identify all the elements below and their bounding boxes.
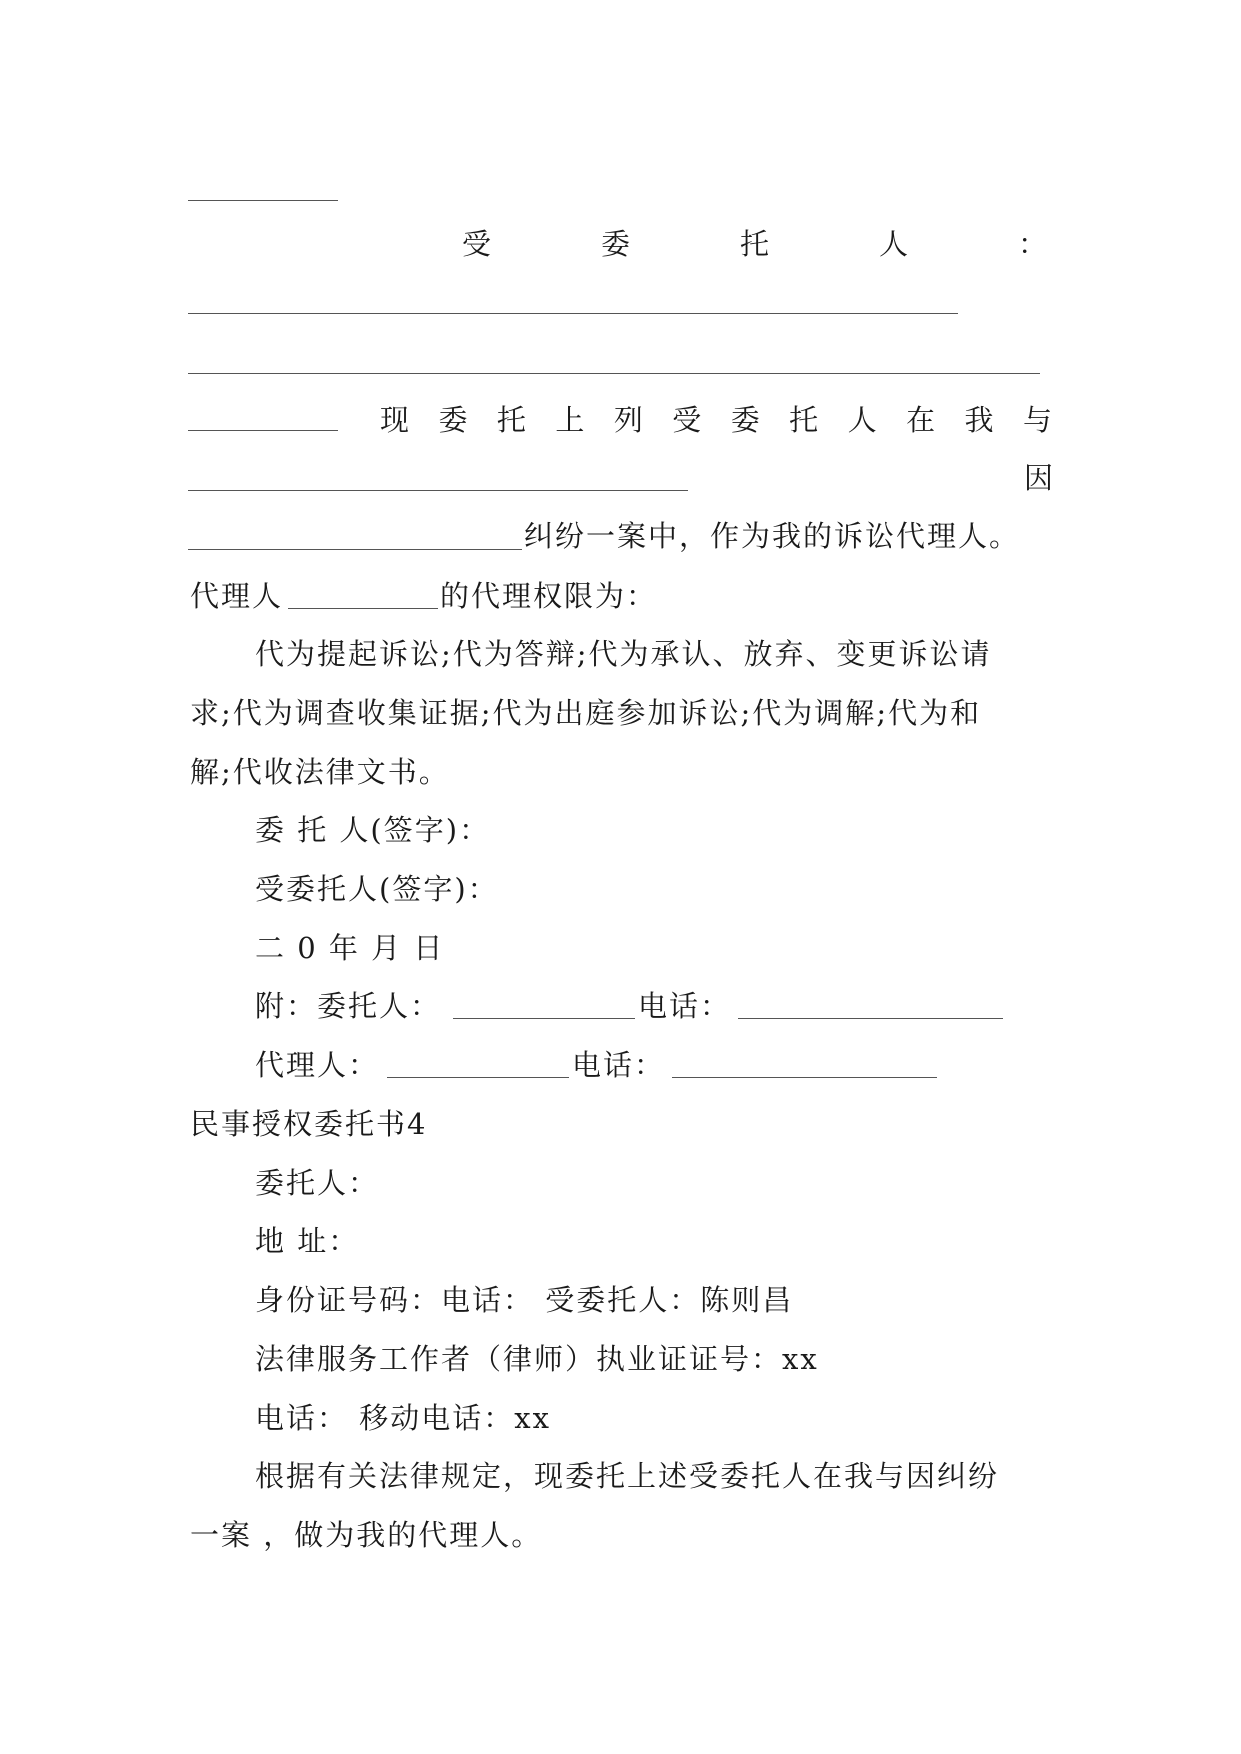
entrust-char: 我 [964,403,994,437]
powers-line: 代为提起诉讼;代为答辩;代为承认、放弃、变更诉讼请 [255,637,992,671]
entrust-char: 委 [730,403,760,437]
id-line: 身份证号码：电话： 受委托人：陈则昌 [255,1283,794,1317]
appendix-phone-label: 电话： [638,989,732,1023]
blank-rule [453,1018,635,1019]
date-line: 二 0 年 月 日 [255,931,445,965]
entrust-char: 列 [613,403,643,437]
trustee-heading [462,226,1047,262]
address-label: 地 址： [255,1224,360,1258]
trustee-heading-char: ： [1017,227,1047,261]
basis-line: 根据有关法律规定，现委托上述受委托人在我与因纠纷 [255,1459,1000,1493]
blank-rule [188,200,338,201]
appendix-principal-label: 附：委托人： [255,989,442,1023]
entrust-char: 托 [496,403,526,437]
section-title: 民事授权委托书4 [190,1107,428,1141]
principal-label: 委托人： [255,1166,380,1200]
sign-principal: 委 托 人(签字)： [255,813,491,847]
trustee-heading-char: 人 [878,227,908,261]
blank-rule [387,1077,569,1078]
because-char: 因 [1024,461,1056,495]
trustee-heading-char: 委 [600,227,630,261]
blank-rule [288,608,438,609]
entrust-char: 上 [555,403,585,437]
powers-line: 解;代收法律文书。 [190,755,450,789]
appendix-phone-label: 电话： [572,1048,666,1082]
dispute-text: 纠纷一案中，作为我的诉讼代理人。 [524,519,1021,553]
entrust-char: 在 [906,403,936,437]
blank-rule [188,430,338,431]
trustee-heading-char: 托 [739,227,769,261]
appendix-agent-label: 代理人： [255,1048,380,1082]
agent-prefix: 代理人 [190,579,284,613]
basis-line: 一案 ，做为我的代理人。 [190,1518,543,1552]
powers-line: 求;代为调查收集证据;代为出庭参加诉讼;代为调解;代为和 [190,696,982,730]
entrust-char: 托 [789,403,819,437]
blank-rule [672,1077,937,1078]
entrust-char: 人 [847,403,877,437]
entrust-char: 与 [1022,403,1052,437]
blank-rule [188,373,1040,374]
blank-rule [188,313,958,314]
entrust-char: 受 [672,403,702,437]
blank-rule [738,1018,1003,1019]
phone-line: 电话： 移动电话：xx [255,1401,551,1435]
entrust-line [380,402,1052,438]
entrust-char: 委 [438,403,468,437]
sign-trustee: 受委托人(签字)： [255,872,499,906]
blank-rule [188,490,688,491]
license-line: 法律服务工作者（律师）执业证证号：xx [255,1342,819,1376]
agent-suffix: 的代理权限为： [440,579,658,613]
entrust-char: 现 [380,403,410,437]
blank-rule [188,549,522,550]
trustee-heading-char: 受 [462,227,492,261]
